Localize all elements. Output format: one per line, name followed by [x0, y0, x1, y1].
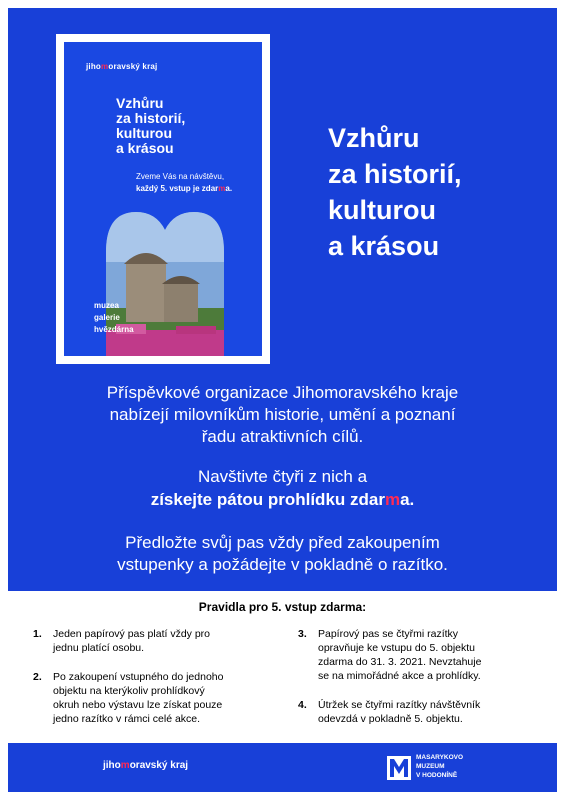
rule-text	[318, 698, 480, 726]
free-visit-part: získejte pátou prohlídku zdar	[150, 490, 385, 509]
rule-line: objektu na kterýkoliv prohlídkový	[53, 685, 205, 697]
museum-name-line: MUZEUM	[416, 763, 445, 770]
footer-brand-accent: m	[120, 760, 130, 771]
cover-brand-part: oravský kraj	[108, 62, 158, 71]
free-visit-line	[8, 489, 557, 511]
museum-logo-icon	[387, 756, 411, 780]
rule-line: Papírový pas se čtyřmi razítky	[318, 628, 459, 640]
rule-line: jedno razítko v rámci celé akce.	[53, 713, 201, 725]
rule-line: se na mimořádné akce a prohlídky.	[318, 670, 481, 682]
cover-subtitle-line2	[136, 184, 232, 193]
rule-line: zdarma do 31. 3. 2021. Nevztahuje	[318, 656, 482, 668]
cover-title-line: za historií,	[116, 110, 186, 126]
cover-list-item: hvězdárna	[94, 325, 134, 334]
rule-line: opravňuje ke vstupu do 5. objektu	[318, 642, 476, 654]
cover-brand-accent: m	[101, 62, 109, 71]
rule-number: 1.	[33, 628, 42, 640]
passport-line: vstupenky a požádejte v pokladně o razítko.	[117, 555, 448, 574]
cover-title-line: kulturou	[116, 125, 172, 141]
cover-list-item: galerie	[94, 313, 120, 322]
hero-title-line: za historií,	[328, 159, 462, 189]
museum-name-line: MASARYKOVO	[416, 754, 464, 761]
rule-number: 4.	[298, 699, 307, 711]
rule-line: jednu platící osobu.	[53, 642, 145, 654]
cover-title-line: a krásou	[116, 140, 174, 156]
hero-title-line: a krásou	[328, 231, 440, 261]
cover-subtitle-part: a.	[225, 184, 233, 193]
passport-paragraph	[8, 532, 557, 576]
footer-brand-part: jiho	[103, 760, 121, 771]
brochure-cover	[64, 42, 262, 356]
footer-brand-part: oravský kraj	[129, 760, 189, 771]
rule-line: Po zakoupení vstupného do jednoho	[53, 671, 224, 683]
intro-line: řadu atraktivních cílů.	[201, 427, 364, 446]
footer-bar	[8, 743, 557, 792]
cover-subtitle-accent: m	[218, 184, 226, 193]
cover-brand-part: jiho	[86, 62, 102, 71]
visit-four-line: Navštivte čtyři z nich a	[197, 467, 368, 486]
cover-title	[116, 96, 256, 156]
rules-title: Pravidla pro 5. vstup zdarma:	[198, 600, 367, 614]
intro-paragraph	[8, 382, 557, 448]
free-visit-part: a.	[400, 490, 415, 509]
brochure-cover-image	[56, 34, 270, 364]
cover-list-item: muzea	[94, 301, 119, 310]
free-visit-accent: m	[384, 490, 401, 509]
rule-text	[318, 627, 481, 683]
poster	[8, 8, 557, 792]
cover-brand-logo	[86, 62, 157, 71]
cover-list	[94, 300, 134, 336]
hero-title-line: kulturou	[328, 195, 436, 225]
passport-line: Předložte svůj pas vždy před zakoupením	[125, 533, 440, 552]
intro-line: Příspěvkové organizace Jihomoravského kraje	[106, 383, 459, 402]
rule-line: Útržek se čtyřmi razítky návštěvník	[318, 699, 481, 711]
cover-subtitle-line1: Zveme Vás na návštěvu,	[136, 172, 225, 181]
cover-title-line: Vzhůru	[116, 95, 164, 111]
intro-line: nabízejí milovníkům historie, umění a poznaní	[109, 405, 456, 424]
blue-header-panel	[8, 8, 557, 591]
rule-number: 3.	[298, 628, 307, 640]
rule-number: 2.	[33, 671, 42, 683]
cover-subtitle-part: každý 5. vstup je zdar	[136, 184, 219, 193]
rule-line: odevzdá v pokladně 5. objektu.	[318, 713, 463, 725]
rule-text	[53, 670, 223, 726]
rule-line: Jeden papírový pas platí vždy pro	[53, 628, 211, 640]
hero-title	[328, 120, 462, 264]
hero-title-line: Vzhůru	[328, 123, 420, 153]
museum-name-line: V HODONÍNĚ	[416, 772, 458, 779]
museum-name	[416, 753, 463, 780]
footer-brand-logo	[103, 760, 188, 771]
rule-line: okruh nebo výstavu lze získat pouze	[53, 699, 223, 711]
rule-text	[53, 627, 210, 655]
